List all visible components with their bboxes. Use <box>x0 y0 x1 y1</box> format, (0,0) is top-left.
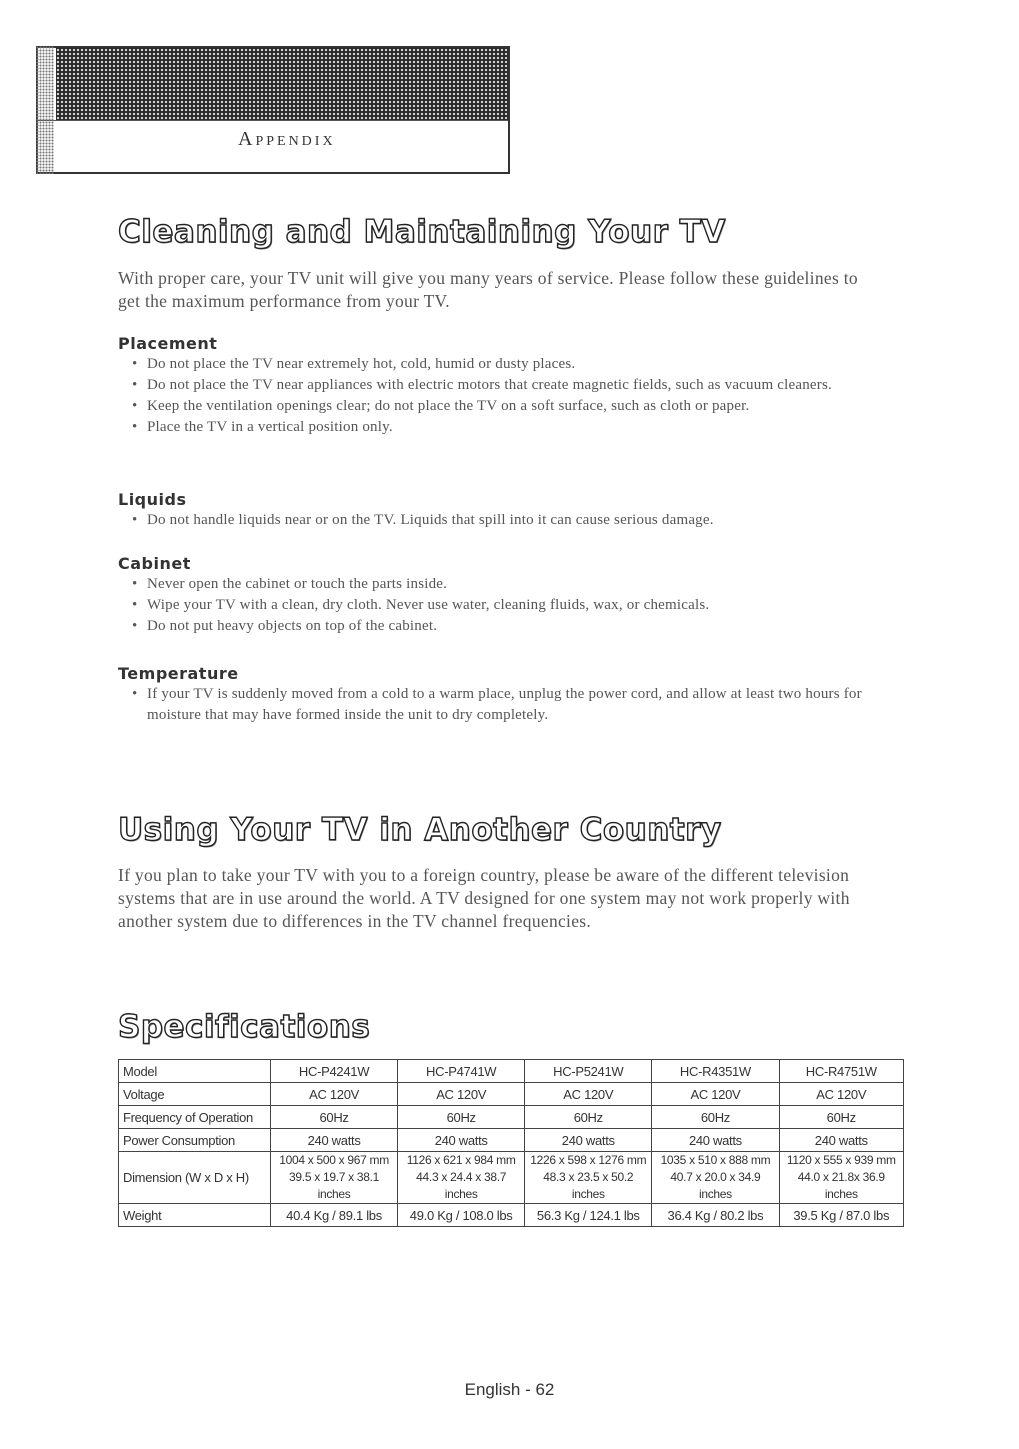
list-item: • Do not place the TV near extremely hot, cold, humid or dusty places. <box>130 354 890 375</box>
table-cell <box>271 1152 398 1204</box>
table-cell: 39.5 Kg / 87.0 lbs <box>779 1204 903 1227</box>
row-label: Dimension (W x D x H) <box>119 1152 271 1204</box>
banner-divider <box>38 120 508 121</box>
list-item: • Never open the cabinet or touch the parts inside. <box>130 574 890 595</box>
dimension-inches: 48.3 x 23.5 x 50.2 inches <box>543 1170 634 1201</box>
table-cell <box>779 1152 903 1204</box>
table-cell: HC-P4241W <box>271 1060 398 1083</box>
cabinet-list <box>130 574 890 637</box>
table-cell <box>652 1152 779 1204</box>
banner-side-pattern <box>36 46 54 174</box>
specs-table <box>118 1059 904 1227</box>
dimension-mm: 1035 x 510 x 888 mm <box>660 1153 771 1167</box>
dimension-mm: 1120 x 555 x 939 mm <box>786 1153 896 1167</box>
placement-heading: Placement <box>118 334 218 353</box>
table-cell: 240 watts <box>652 1129 779 1152</box>
dimension-mm: 1226 x 598 x 1276 mm <box>530 1153 647 1167</box>
list-item: • Do not place the TV near appliances with electric motors that create magnetic fields, such as vacuum cleaners. <box>130 375 890 396</box>
table-cell: 60Hz <box>652 1106 779 1129</box>
table-cell: 60Hz <box>271 1106 398 1129</box>
dimension-inches: 40.7 x 20.0 x 34.9 inches <box>670 1170 761 1201</box>
table-cell: 240 watts <box>398 1129 525 1152</box>
table-row <box>119 1106 904 1129</box>
list-item: • Wipe your TV with a clean, dry cloth. Never use water, cleaning fluids, wax, or chemicals. <box>130 595 890 616</box>
table-cell: AC 120V <box>525 1083 652 1106</box>
cleaning-title: Cleaning and Maintaining Your TV <box>118 214 726 250</box>
table-cell: HC-P5241W <box>525 1060 652 1083</box>
page-number: English - 62 <box>464 1380 555 1399</box>
list-item: • Do not put heavy objects on top of the cabinet. <box>130 616 890 637</box>
table-row <box>119 1060 904 1083</box>
table-cell: 60Hz <box>525 1106 652 1129</box>
table-row <box>119 1129 904 1152</box>
list-item: • Place the TV in a vertical position only. <box>130 417 890 438</box>
table-cell: 240 watts <box>271 1129 398 1152</box>
table-cell: 240 watts <box>525 1129 652 1152</box>
table-cell: 60Hz <box>398 1106 525 1129</box>
table-cell <box>398 1152 525 1204</box>
country-body: If you plan to take your TV with you to a foreign country, please be aware of the different television systems that are in use around the world. A TV designed for one system may not work properly with another system due to differences in the TV channel frequencies. <box>118 865 850 931</box>
dimension-mm: 1126 x 621 x 984 mm <box>406 1153 516 1167</box>
list-item: • Keep the ventilation openings clear; do not place the TV on a soft surface, such as cloth or paper. <box>130 396 890 417</box>
table-cell: AC 120V <box>398 1083 525 1106</box>
table-cell: 60Hz <box>779 1106 903 1129</box>
cleaning-intro: With proper care, your TV unit will give you many years of service. Please follow these guidelines to get the maximum performance from your TV. <box>118 268 858 311</box>
row-label: Voltage <box>119 1083 271 1106</box>
table-row <box>119 1152 904 1204</box>
table-cell: 49.0 Kg / 108.0 lbs <box>398 1204 525 1227</box>
row-label: Model <box>119 1060 271 1083</box>
liquids-heading: Liquids <box>118 490 187 509</box>
table-cell: AC 120V <box>652 1083 779 1106</box>
banner-pattern <box>56 48 508 120</box>
list-item: • Do not handle liquids near or on the TV. Liquids that spill into it can cause serious damage. <box>130 510 890 531</box>
appendix-banner <box>36 46 510 174</box>
table-cell: 40.4 Kg / 89.1 lbs <box>271 1204 398 1227</box>
table-cell: 56.3 Kg / 124.1 lbs <box>525 1204 652 1227</box>
dimension-inches: 44.3 x 24.4 x 38.7 inches <box>416 1170 507 1201</box>
table-cell: HC-P4741W <box>398 1060 525 1083</box>
table-cell: 240 watts <box>779 1129 903 1152</box>
table-row <box>119 1204 904 1227</box>
specs-title: Specifications <box>118 1009 371 1045</box>
table-cell: AC 120V <box>779 1083 903 1106</box>
row-label: Frequency of Operation <box>119 1106 271 1129</box>
row-label: Weight <box>119 1204 271 1227</box>
table-cell <box>525 1152 652 1204</box>
list-item: • If your TV is suddenly moved from a cold to a warm place, unplug the power cord, and allow at least two hours for moisture that may have formed inside the unit to dry completely. <box>130 684 890 726</box>
table-row <box>119 1083 904 1106</box>
table-cell: 36.4 Kg / 80.2 lbs <box>652 1204 779 1227</box>
temperature-heading: Temperature <box>118 664 239 683</box>
cabinet-heading: Cabinet <box>118 554 191 573</box>
banner-title: Appendix <box>238 128 336 150</box>
temperature-list <box>130 684 890 726</box>
country-title: Using Your TV in Another Country <box>118 812 722 848</box>
table-cell: HC-R4351W <box>652 1060 779 1083</box>
table-cell: AC 120V <box>271 1083 398 1106</box>
liquids-list <box>130 510 890 531</box>
table-cell: HC-R4751W <box>779 1060 903 1083</box>
dimension-mm: 1004 x 500 x 967 mm <box>279 1153 389 1167</box>
row-label: Power Consumption <box>119 1129 271 1152</box>
placement-list <box>130 354 890 438</box>
dimension-inches: 39.5 x 19.7 x 38.1 inches <box>289 1170 380 1201</box>
dimension-inches: 44.0 x 21.8x 36.9 inches <box>797 1170 885 1201</box>
